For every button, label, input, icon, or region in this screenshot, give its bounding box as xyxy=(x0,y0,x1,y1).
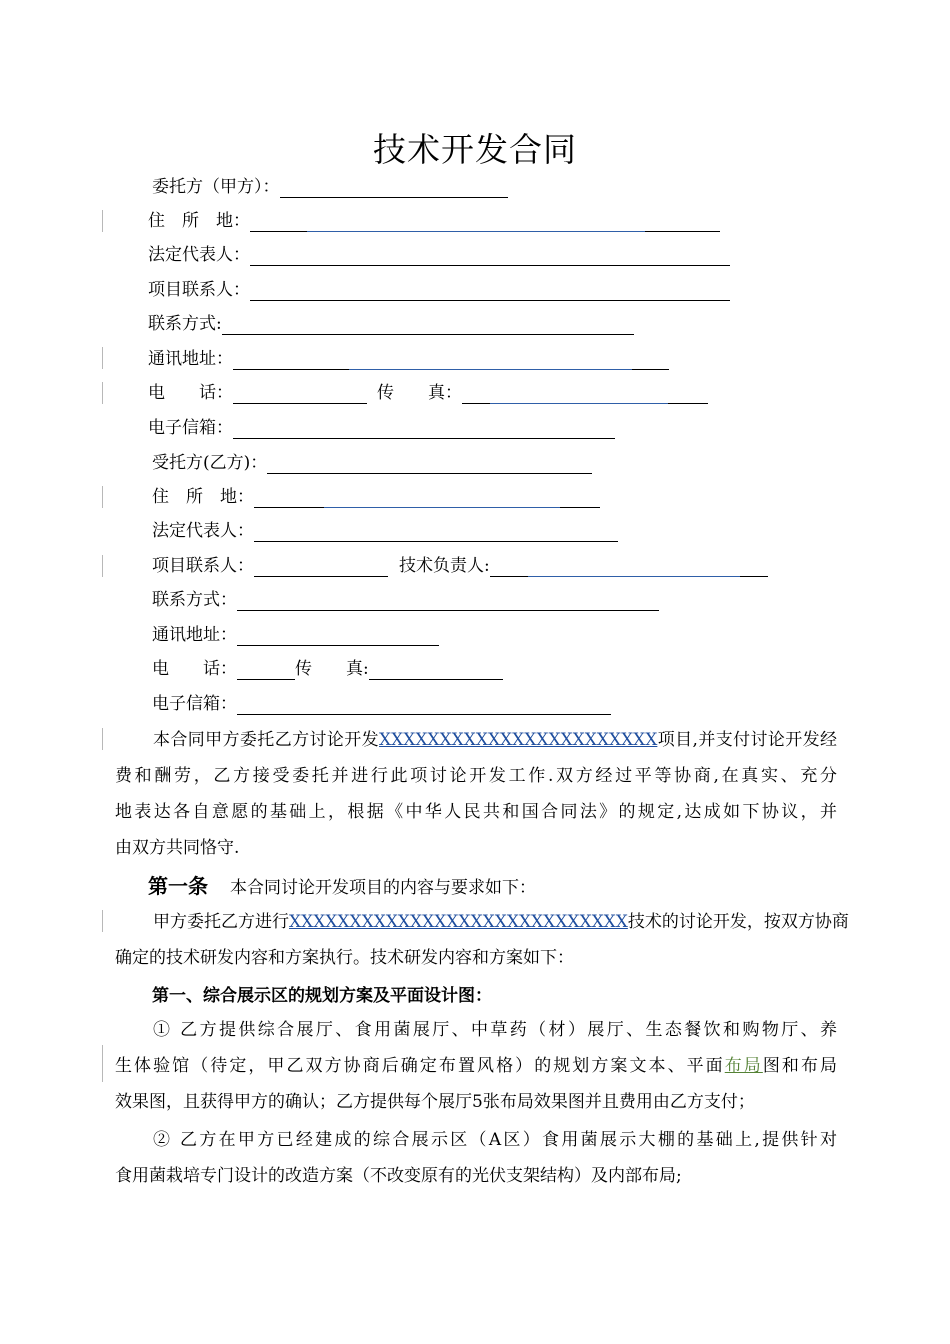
party-b-address-field[interactable] xyxy=(254,485,600,508)
party-a-legal-rep-label: 法定代表人： xyxy=(148,245,250,265)
party-b-contact-row xyxy=(152,549,768,583)
party-a-email-row xyxy=(148,411,615,445)
party-b-email-label: 电子信箱： xyxy=(152,694,237,714)
intro-line: 本合同甲方委托乙方讨论开发XXXXXXXXXXXXXXXXXXXXXXX项目,并支付讨论开发经 xyxy=(153,730,838,750)
change-bar xyxy=(102,347,103,369)
party-b-phone-field[interactable] xyxy=(237,657,295,680)
party-b-contact-method-label: 联系方式： xyxy=(152,590,237,610)
party-b-mail-address-field[interactable] xyxy=(237,623,439,646)
party-b-email-field[interactable] xyxy=(237,692,611,715)
party-b-email-row xyxy=(152,687,611,721)
party-b-mail-address-row xyxy=(152,618,439,652)
party-a-address-field[interactable] xyxy=(250,209,720,232)
party-b-contact-person-label: 项目联系人： xyxy=(152,556,254,576)
party-b-address-row xyxy=(152,480,600,514)
party-b-heading-row xyxy=(152,446,592,480)
party-a-contact-method-label: 联系方式: xyxy=(148,314,222,334)
project-name-link[interactable]: XXXXXXXXXXXXXXXXXXXXXXX xyxy=(379,730,658,750)
party-b-legal-rep-row xyxy=(152,514,618,548)
party-b-address-label: 住 所 地： xyxy=(152,487,254,507)
article-1-heading xyxy=(148,868,536,906)
change-bar xyxy=(102,910,103,932)
party-b-contact-method-field[interactable] xyxy=(237,588,659,611)
party-a-phone-fax-row xyxy=(148,376,708,410)
party-b-fax-field[interactable] xyxy=(369,657,503,680)
party-a-contact-person-field[interactable] xyxy=(250,278,730,301)
party-a-fax-label: 传 真： xyxy=(377,383,462,403)
layout-link[interactable]: 布局 xyxy=(724,1056,763,1076)
intro-line: 由双方共同恪守. xyxy=(115,838,240,858)
party-b-tech-lead-field[interactable] xyxy=(490,554,768,577)
party-a-heading-row xyxy=(152,170,508,204)
party-a-phone-label: 电 话： xyxy=(148,383,233,403)
party-a-contact-person-label: 项目联系人： xyxy=(148,280,250,300)
party-a-contact-person-row xyxy=(148,273,730,307)
party-b-legal-rep-field[interactable] xyxy=(254,519,618,542)
change-bar xyxy=(102,1060,103,1082)
party-a-name-field[interactable] xyxy=(280,175,508,198)
change-bar xyxy=(102,728,103,750)
item-1-line: 生体验馆（待定，甲乙双方协商后确定布置风格）的规划方案文本、平面布局图和布局 xyxy=(115,1056,838,1076)
item-2-line: 食用菌栽培专门设计的改造方案（不改变原有的光伏支架结构）及内部布局; xyxy=(115,1166,682,1186)
party-b-tech-lead-label: 技术负责人: xyxy=(399,556,490,576)
intro-line: 费和酬劳，乙方接受委托并进行此项讨论开发工作.双方经过平等协商,在真实、充分 xyxy=(115,766,837,786)
party-a-legal-rep-row xyxy=(148,238,730,272)
party-a-legal-rep-field[interactable] xyxy=(250,243,730,266)
document-title: 技术开发合同 xyxy=(373,130,577,169)
technology-name-link[interactable]: XXXXXXXXXXXXXXXXXXXXXXXXXXXX xyxy=(289,912,628,932)
article-1-body xyxy=(115,904,849,976)
party-b-name-field[interactable] xyxy=(267,451,592,474)
party-a-mail-address-field[interactable] xyxy=(233,347,669,370)
item-2-line: ② 乙方在甲方已经建成的综合展示区（A区）食用菌展示大棚的基础上,提供针对 xyxy=(153,1130,837,1150)
change-bar xyxy=(102,382,103,404)
section-1-heading: 第一、综合展示区的规划方案及平面设计图： xyxy=(152,986,492,1006)
party-b-contact-person-field[interactable] xyxy=(254,554,388,577)
item-1-paragraph xyxy=(115,1012,837,1120)
party-a-email-field[interactable] xyxy=(233,416,615,439)
party-a-address-row xyxy=(148,204,720,238)
change-bar xyxy=(102,555,103,577)
change-bar xyxy=(102,486,103,508)
item-1-line: ① 乙方提供综合展厅、食用菌展厅、中草药（材）展厅、生态餐饮和购物厅、养 xyxy=(153,1020,837,1040)
party-a-mail-address-row xyxy=(148,342,669,376)
party-b-phone-label: 电 话： xyxy=(152,659,237,679)
article-1-line: 确定的技术研发内容和方案执行。技术研发内容和方案如下： xyxy=(115,948,574,968)
party-a-contact-method-row xyxy=(148,307,634,341)
intro-paragraph xyxy=(115,722,837,866)
intro-line: 地表达各自意愿的基础上，根据《中华人民共和国合同法》的规定,达成如下协议，并 xyxy=(115,802,837,822)
item-2-paragraph xyxy=(115,1122,837,1194)
party-b-contact-method-row xyxy=(152,583,659,617)
item-1-line: 效果图，且获得甲方的确认；乙方提供每个展厅5张布局效果图并且费用由乙方支付； xyxy=(115,1092,755,1112)
party-b-mail-address-label: 通讯地址： xyxy=(152,625,237,645)
article-1-line: 甲方委托乙方进行XXXXXXXXXXXXXXXXXXXXXXXXXXXX技术的讨论开发，按双方协商 xyxy=(153,912,849,932)
party-b-fax-label: 传 真: xyxy=(295,659,369,679)
article-1-text: 本合同讨论开发项目的内容与要求如下： xyxy=(230,878,536,898)
party-b-heading: 受托方(乙方)： xyxy=(152,453,268,473)
party-b-phone-fax-row xyxy=(152,652,503,686)
party-a-heading: 委托方（甲方）： xyxy=(152,177,280,197)
change-bar xyxy=(102,210,103,232)
party-a-fax-field[interactable] xyxy=(462,381,708,404)
party-a-email-label: 电子信箱： xyxy=(148,418,233,438)
party-a-mail-address-label: 通讯地址： xyxy=(148,349,233,369)
party-a-phone-field[interactable] xyxy=(233,381,367,404)
party-b-legal-rep-label: 法定代表人： xyxy=(152,521,254,541)
party-a-address-label: 住 所 地： xyxy=(148,211,250,231)
article-1-label: 第一条 xyxy=(148,874,208,898)
party-a-contact-method-field[interactable] xyxy=(222,312,634,335)
